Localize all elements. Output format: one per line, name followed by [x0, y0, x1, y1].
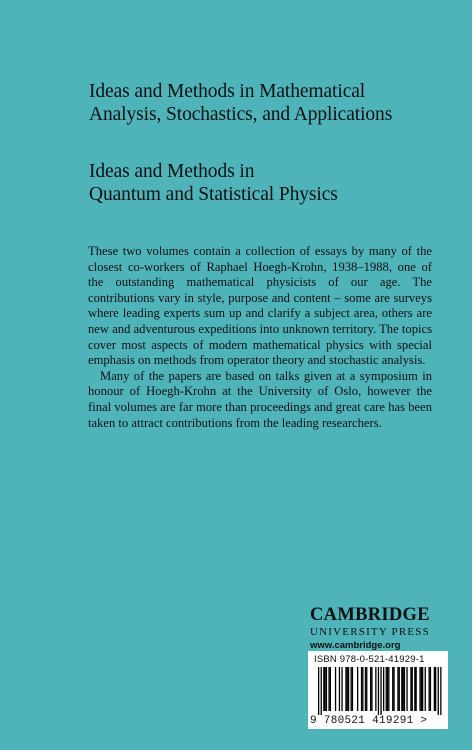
volume-title-1-line-2: Analysis, Stochastics, and Applications: [89, 104, 393, 125]
barcode-bar: [362, 667, 363, 711]
barcode-bar: [401, 667, 402, 711]
barcode-bar: [375, 667, 376, 711]
barcode-bar: [388, 667, 389, 711]
barcode-bar: [416, 667, 417, 711]
publisher-subtitle: UNIVERSITY PRESS: [310, 626, 430, 638]
barcode-bar: [366, 667, 367, 711]
barcode-bar: [321, 667, 322, 715]
barcode-bar: [339, 667, 340, 711]
barcode-bar: [430, 667, 431, 711]
barcode-box: [308, 651, 448, 729]
barcode-bar: [370, 667, 371, 711]
barcode-bar: [435, 667, 436, 711]
barcode-bar: [440, 667, 441, 715]
barcode-bar: [318, 667, 319, 715]
publisher-logo: [310, 606, 446, 652]
barcode-bar: [357, 667, 358, 711]
barcode-bar: [412, 667, 413, 711]
barcode-bar: [361, 667, 362, 711]
barcode-bar: [380, 667, 381, 715]
barcode-bar: [347, 667, 348, 711]
barcode-bar: [387, 667, 388, 711]
barcode-bar: [429, 667, 430, 711]
blurb-paragraph-1: These two volumes contain a collection of essays by many of the closest co-workers of Raphael Hoegh-Krohn, 1938–1988, one of the outstanding mathematical physicists of our age. The contributions vary in style, purpose and content – some are surveys where leading experts sum up and clarify a subject area, others are new and adventurous expeditions into unknown territory. The topics cover most aspects of modern mathematical physics with special emphasis on methods from operator theory and stochastic analysis.: [88, 244, 432, 368]
isbn-label: ISBN 978-0-521-41929-1: [314, 654, 425, 665]
barcode-bar: [325, 667, 326, 711]
barcode-bar: [345, 667, 346, 711]
barcode-bar: [410, 667, 411, 711]
barcode-bar: [323, 667, 324, 711]
barcode-bar: [328, 667, 329, 711]
barcode-bar: [341, 667, 342, 711]
barcode-bar: [386, 667, 387, 711]
volume-title-1: [89, 80, 449, 126]
barcode-bar: [392, 667, 393, 711]
barcode-bar: [397, 667, 398, 711]
barcode-bar: [399, 667, 400, 711]
volume-title-2-line-2: Quantum and Statistical Physics: [89, 184, 338, 205]
barcode-bar: [406, 667, 407, 711]
barcode-bar: [378, 667, 379, 715]
barcode-bar: [365, 667, 366, 711]
volume-title-2: [89, 160, 449, 206]
barcode-bar: [383, 667, 384, 711]
barcode-bar: [404, 667, 405, 711]
publisher-url: www.cambridge.org: [310, 640, 401, 651]
barcode-bar: [348, 667, 349, 711]
barcode-digits: 9 780521 419291 >: [310, 715, 428, 727]
volume-title-2-line-1: Ideas and Methods in: [89, 161, 255, 182]
barcode-bar: [425, 667, 426, 711]
barcode-bar: [434, 667, 435, 711]
barcode-bar: [438, 667, 439, 715]
blurb-paragraph-2: Many of the papers are based on talks given at a symposium in honour of Hoegh-Krohn at the University of Oslo, however the final volumes are far more than proceedings and great care has been taken to attract contributions from the leading researchers.: [88, 368, 432, 430]
barcode-bar: [371, 667, 372, 711]
barcode-bar: [326, 667, 327, 711]
barcode-bar: [422, 667, 423, 711]
barcode-bar: [419, 667, 420, 711]
barcode-bar: [330, 667, 331, 711]
barcode-bar: [351, 667, 352, 711]
barcode-bar: [335, 667, 336, 711]
barcode-bar: [352, 667, 353, 711]
barcode-bar: [421, 667, 422, 711]
barcode-icon: [308, 667, 448, 715]
barcode-bar: [414, 667, 415, 711]
barcode-bar: [393, 667, 394, 711]
volume-title-1-line-1: Ideas and Methods in Mathematical: [89, 81, 366, 102]
barcode-bar: [403, 667, 404, 711]
cover-blurb: [88, 244, 432, 431]
publisher-name: CAMBRIDGE: [310, 605, 430, 625]
